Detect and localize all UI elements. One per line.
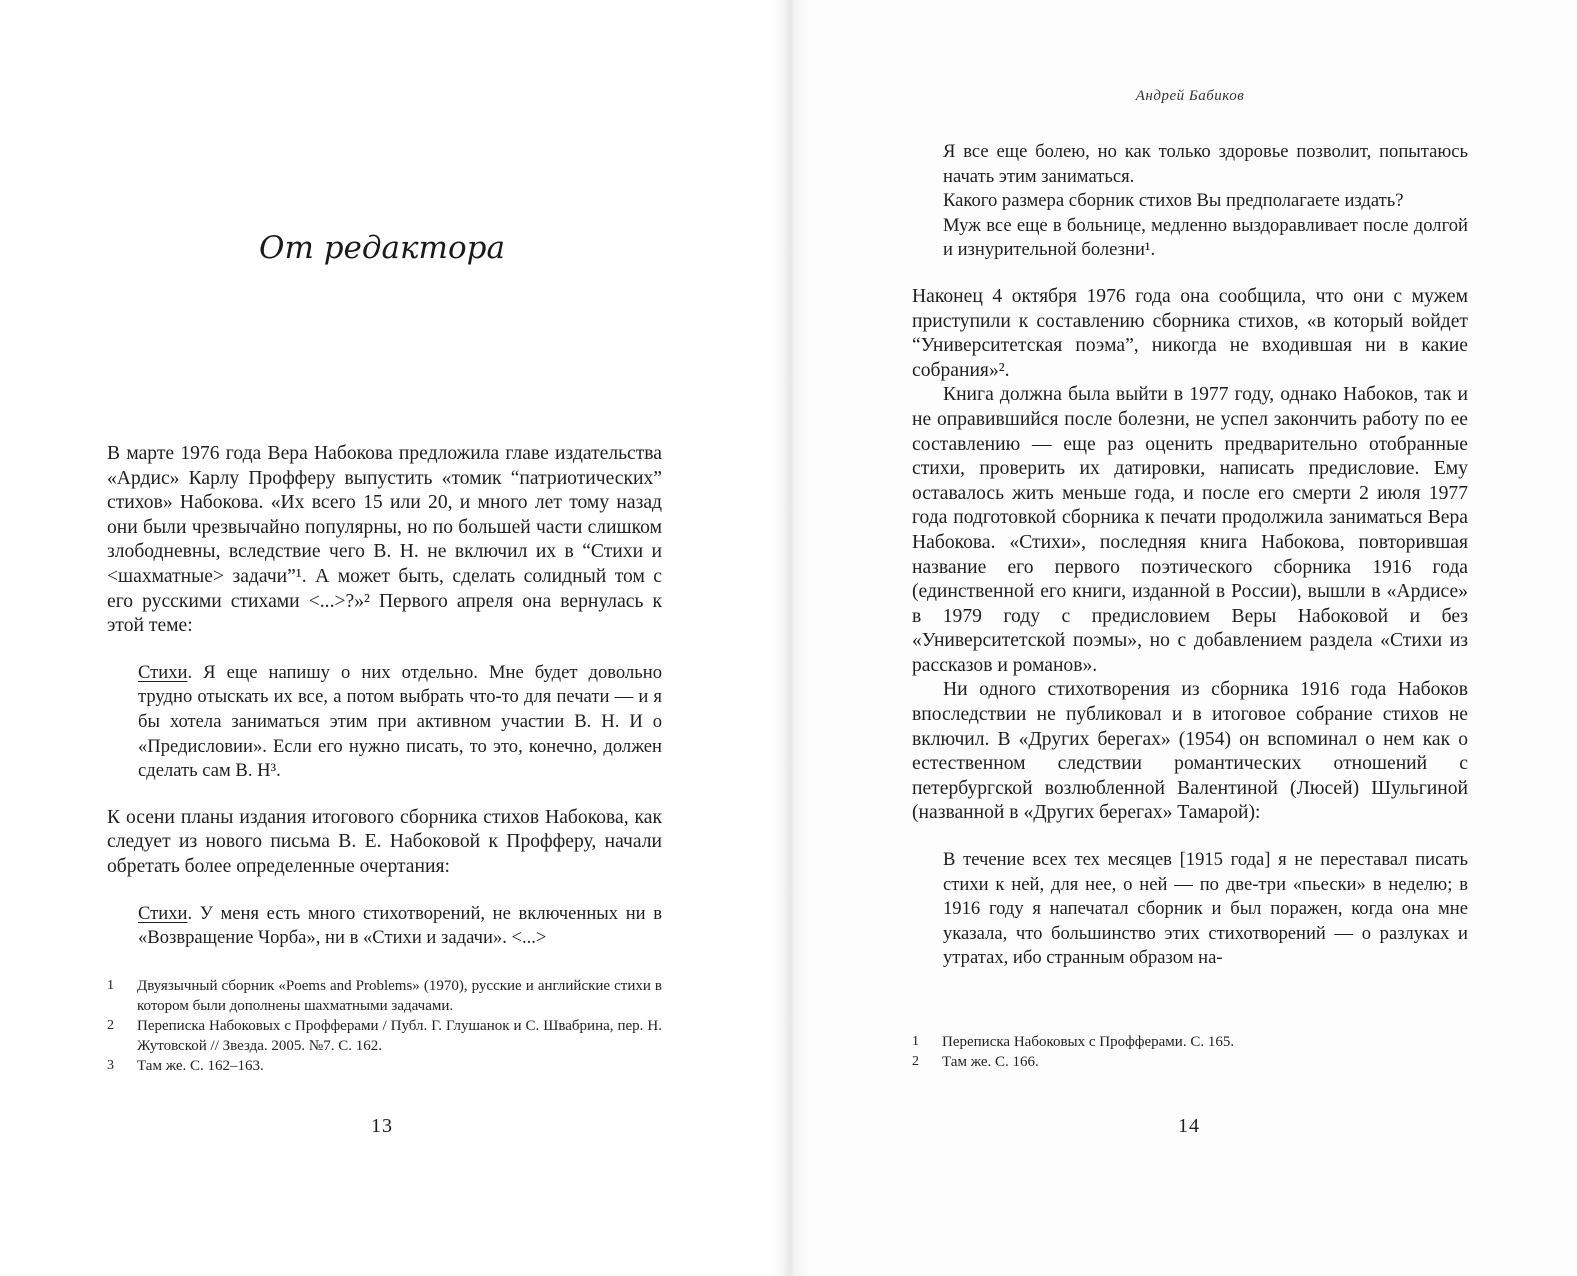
left-footnotes	[107, 976, 662, 1076]
right-quote-bottom	[912, 848, 1468, 971]
footnote-number: 2	[912, 1054, 919, 1069]
right-paragraph-1: Наконец 4 октября 1976 года она сообщила, что они с мужем приступили к составлению сборника стихов, «в который войдет “Университетская поэма”, никогда не входившая ни в какие собрания»².	[912, 285, 1468, 381]
footnote	[912, 1032, 1468, 1052]
right-quote-top	[912, 140, 1468, 263]
left-quote-1-text	[138, 661, 662, 784]
page-number: 13	[371, 1115, 393, 1137]
footnote-text: Переписка Набоковых с Профферами. С. 165.	[942, 1034, 1235, 1050]
footnote	[912, 1052, 1468, 1072]
left-main-text	[107, 442, 662, 951]
right-quote-bottom-text: В течение всех тех месяцев [1915 года] я не переставал писать стихи к ней, для нее, о ней — по две-три «пьески» в неделю; в 1916 году я напечатал сборник и был поражен, когда она мне указала, что большинство этих стихотворений — о разлуках и утратах, ибо странным образом на-	[943, 849, 1468, 969]
quote-lead-word: Стихи	[138, 661, 188, 683]
footnote	[107, 976, 662, 1016]
right-quote-top-line-2: Какого размера сборник стихов Вы предполагаете издать?	[943, 190, 1404, 212]
left-paragraph-2: К осени планы издания итогового сборника стихов Набокова, как следует из нового письма В. Е. Набоковой к Профферу, начали обретать более определенные очертания:	[107, 806, 662, 877]
chapter-title: От редактора	[259, 230, 505, 266]
page-number: 14	[1178, 1115, 1200, 1137]
footnote-number: 3	[107, 1058, 114, 1073]
left-paragraph-1: В марте 1976 года Вера Набокова предложила главе издательства «Ардис» Карлу Профферу выпустить «томик “патриотических” стихов» Набокова. «Их всего 15 или 20, и много лет тому назад они были чрезвычайно популярны, но по большей части слишком злободневны, вследствие чего В. Н. не включил их в “Стихи и <шахматные> задачи”¹. А может быть, сделать солидный том с его русскими стихами <...>?»² Первого апреля она вернулась к этой теме:	[107, 443, 662, 637]
footnote-text: Переписка Набоковых с Профферами / Публ. Г. Глушанок и С. Швабрина, пер. Н. Жутовской // Звезда. 2005. №7. С. 162.	[137, 1018, 662, 1054]
right-page	[783, 0, 1577, 1276]
right-quote-top-line-1: Я все еще болею, но как только здоровье позволит, попытаюсь начать этим заниматься.	[943, 141, 1468, 187]
footnote-number: 2	[107, 1018, 114, 1033]
quote-lead-word: Стихи	[138, 902, 188, 924]
footnote	[107, 1056, 662, 1076]
right-paragraph-2: Книга должна была выйти в 1977 году, однако Набоков, так и не оправившийся после болезни, не успел закончить работу по ее составлению — еще раз оценить предварительно отобранные стихи, проверить их датировки, написать предисловие. Ему оставалось жить меньше года, и после его смерти 2 июля 1977 года подготовкой сборника к печати продолжила заниматься Вера Набокова. «Стихи», последняя книга Набокова, повторившая название его первого поэтического сборника 1916 года (единственной его книги, изданной в России), вышли в «Ардисе» в 1979 году с предисловием Веры Набоковой и без «Университетской поэмы», но с добавлением раздела «Стихи из рассказов и романов».	[912, 384, 1468, 676]
left-page	[0, 0, 783, 1276]
footnote-number: 1	[107, 978, 114, 993]
running-head: Андрей Бабиков	[1135, 88, 1245, 104]
quote-body: . Я еще напишу о них отдельно. Мне будет довольно трудно отыскать их все, а потом выбрать что-то для печати — и я бы хотела заниматься этим при активном участии В. Н. И о «Предисловии». Если его нужно писать, то это, конечно, должен сделать сам В. Н³.	[138, 661, 662, 782]
left-quote-2-text	[138, 902, 662, 951]
right-footnotes	[912, 1032, 1468, 1072]
footnote-text: Двуязычный сборник «Poems and Problems» (1970), русские и английские стихи в котором были дополнены шахматными задачами.	[137, 978, 662, 1014]
footnote-text: Там же. С. 162–163.	[137, 1058, 264, 1074]
left-quote-2	[107, 902, 662, 951]
right-main-text	[912, 140, 1468, 971]
right-paragraph-3: Ни одного стихотворения из сборника 1916 года Набоков впоследствии не публиковал и в итоговое собрание стихов не включил. В «Других берегах» (1954) он вспоминал о нем как о естественном следствии романтических отношений с петербургской возлюбленной Валентиной (Люсей) Шульгиной (названной в «Других берегах» Тамарой):	[912, 679, 1468, 824]
quote-body: . У меня есть много стихотворений, не включенных ни в «Возвращение Чорба», ни в «Стихи и задачи». <...>	[138, 902, 662, 949]
footnote	[107, 1016, 662, 1056]
footnote-number: 1	[912, 1034, 919, 1049]
right-quote-top-line-3: Муж все еще в больнице, медленно выздоравливает после долгой и изнурительной болезни¹.	[943, 214, 1468, 261]
left-quote-1	[107, 661, 662, 784]
footnote-text: Там же. С. 166.	[942, 1054, 1039, 1070]
